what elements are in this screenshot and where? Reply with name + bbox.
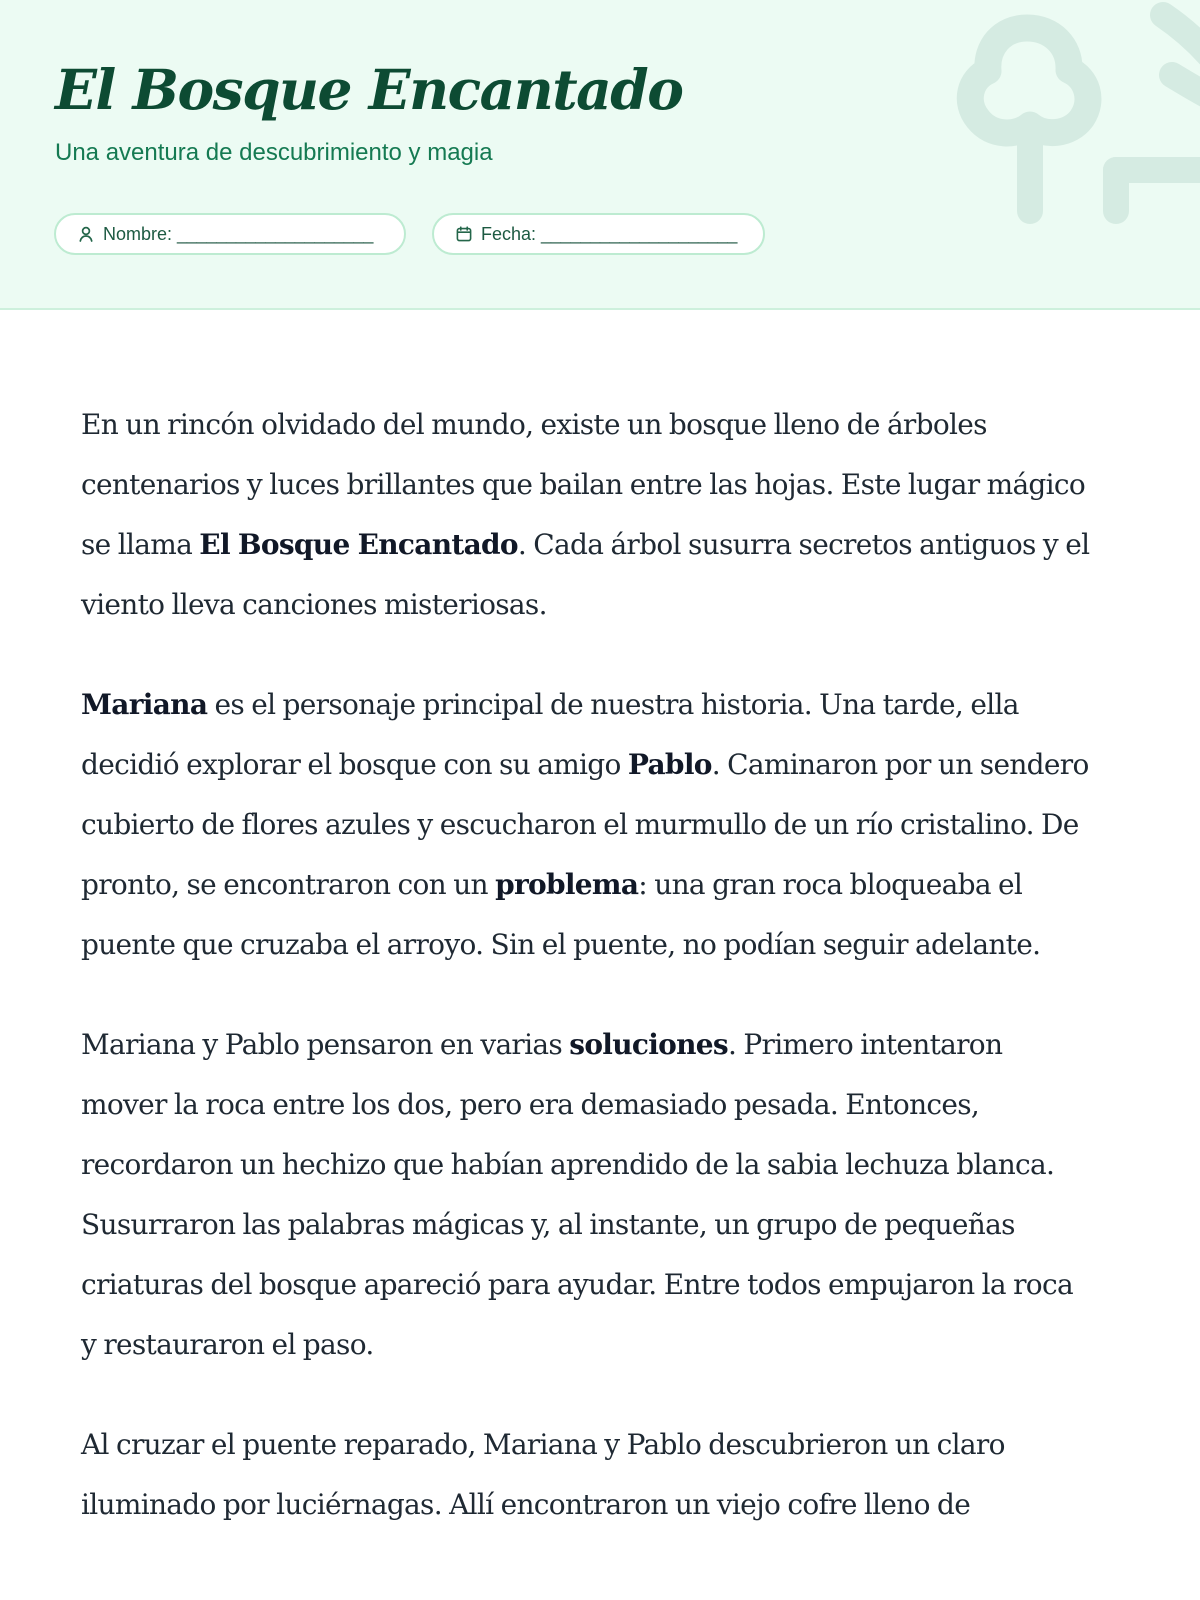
problem-highlight: problema (495, 868, 639, 901)
story-paragraph-3-text-2: . Primero intentaron mover la roca entre los dos, pero era demasiado pesada. Entonces, recordaron un hechizo que habían aprendido de la sabia lechuza blanca. Susurraron las palabras mágicas y, al instante, un grupo de pequeñas criaturas del bosque apareció para ayudar. Entre todos empujaron la roca y restauraron el paso. (81, 1028, 1073, 1361)
story-paragraph-1 (81, 395, 1091, 635)
character-pablo: Pablo (627, 748, 712, 781)
character-mariana: Mariana (81, 688, 208, 721)
story-paragraph-3-text-1: Mariana y Pablo pensaron en varias (81, 1028, 570, 1061)
story-paragraph-2 (81, 675, 1091, 975)
worksheet-subtitle: Una aventura de descubrimiento y magia (55, 139, 493, 166)
name-field[interactable] (54, 213, 406, 255)
calendar-icon (455, 225, 473, 243)
worksheet-title: El Bosque Encantado (55, 57, 683, 122)
date-field[interactable] (432, 213, 765, 255)
story-paragraph-2-text-3: : una gran roca bloqueaba el puente que cruzaba el arroyo. Sin el puente, no podían seguir adelante. (81, 868, 1041, 961)
story-paragraph-2-text-2: . Caminaron por un sendero cubierto de flores azules y escucharon el murmullo de un río cristalino. De pronto, se encontraron con un (81, 748, 1089, 901)
story-paragraph-3 (81, 1015, 1091, 1375)
user-icon (77, 225, 95, 243)
tree-icon (950, 0, 1200, 240)
story-paragraph-2-text-1: es el personaje principal de nuestra historia. Una tarde, ella decidió explorar el bosque con su amigo (81, 688, 1019, 781)
story-paragraph-4 (81, 1415, 1091, 1535)
name-field-blank[interactable]: ____________________ (177, 223, 374, 244)
name-field-label: Nombre: (103, 223, 173, 244)
date-field-label: Fecha: (481, 223, 537, 244)
story-title-highlight: El Bosque Encantado (199, 528, 518, 561)
story-paragraph-1-text-1: En un rincón olvidado del mundo, existe un bosque lleno de árboles centenarios y luces brillantes que bailan entre las hojas. Este lugar mágico se llama (81, 408, 1086, 561)
solutions-highlight: soluciones (569, 1028, 728, 1061)
story-paragraph-4-text-1: Al cruzar el puente reparado, Mariana y Pablo descubrieron un claro iluminado por luciérnagas. Allí encontraron un viejo cofre lleno de (81, 1428, 1005, 1521)
story-paragraph-1-text-2: . Cada árbol susurra secretos antiguos y el viento lleva canciones misteriosas. (81, 528, 1090, 621)
date-field-blank[interactable]: ____________________ (541, 223, 738, 244)
worksheet-header (0, 0, 1200, 310)
story-content (81, 395, 1091, 1575)
